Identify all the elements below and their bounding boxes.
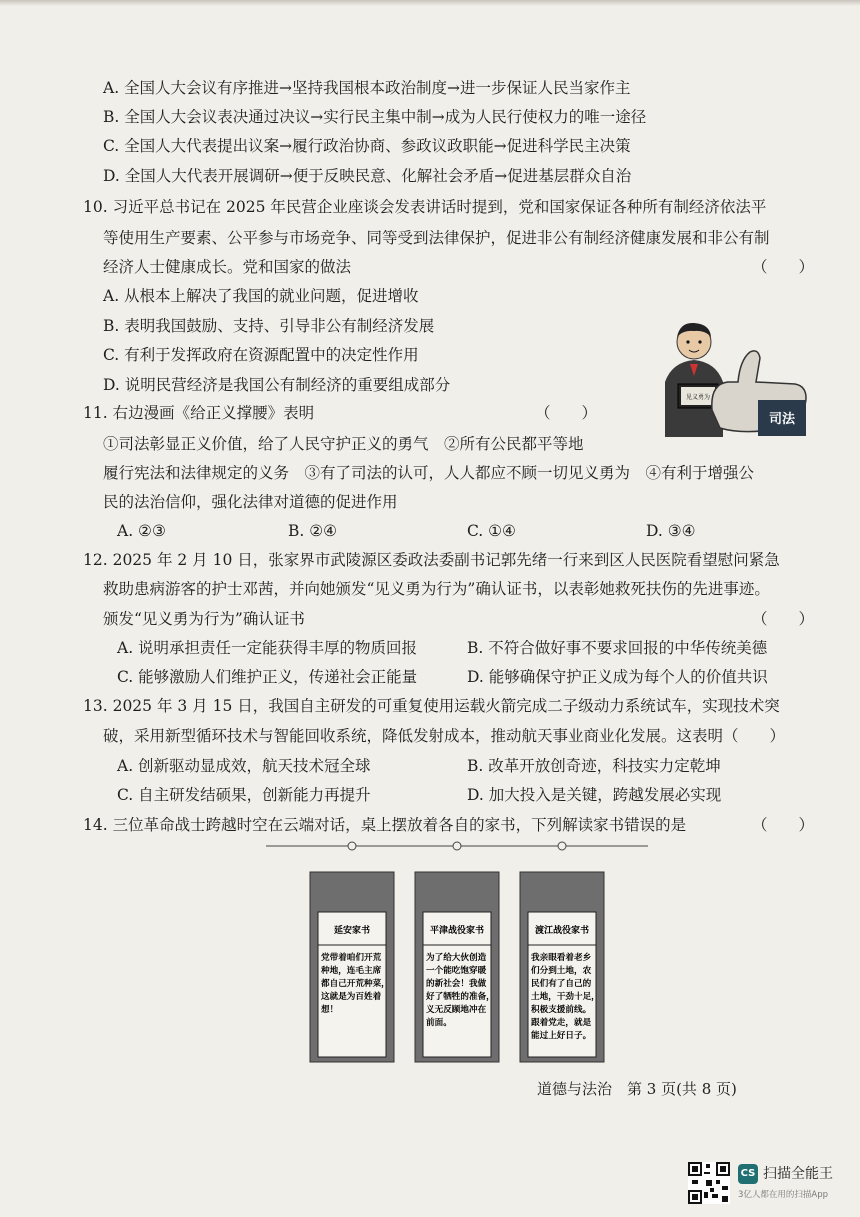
- text-line: 14. 三位革命战士跨越时空在云端对话，桌上摆放着各自的家书，下列解读家书错误的是: [83, 816, 687, 834]
- text-line: A. 从根本上解决了我国的就业问题，促进增收: [103, 287, 419, 305]
- answer-bracket: （ ）: [752, 816, 815, 834]
- text-line: 11. 右边漫画《给正义撑腰》表明: [83, 404, 315, 422]
- letter-body-line: 的新社会！我做: [426, 979, 487, 989]
- brand-tagline: 3亿人都在用的扫描App: [738, 1190, 829, 1200]
- text-line: D. 全国人大代表开展调研→便于反映民意、化解社会矛盾→促进基层群众自治: [103, 167, 632, 185]
- qr-code-icon: [688, 1162, 730, 1204]
- text-line: 颁发“见义勇为行为”确认证书: [103, 610, 305, 628]
- scanner-watermark: [688, 1162, 848, 1208]
- letter-body-line: 想！: [321, 1005, 339, 1015]
- letter-body-line: 义无反顾地冲在: [426, 1005, 487, 1015]
- letter-body-line: 能过上好日子。: [531, 1031, 592, 1041]
- letter-body-line: 跟着党走，就是: [531, 1018, 592, 1028]
- letter-body-line: 我亲眼看着老乡: [531, 953, 592, 963]
- text-line: A. 全国人大会议有序推进→坚持我国根本政治制度→进一步保证人民当家作主: [103, 79, 631, 97]
- family-letter: [310, 872, 394, 1062]
- text-line: D. ③④: [646, 522, 696, 540]
- scan-edge: [0, 0, 860, 6]
- text-line: 破，采用新型循环技术与智能回收系统，降低发射成本，推动航天事业商业化发展。这表明（ ）: [103, 727, 786, 745]
- text-line: A. 说明承担责任一定能获得丰厚的物质回报: [117, 639, 418, 657]
- text-line: 经济人士健康成长。党和国家的做法: [103, 258, 352, 276]
- judiciary-label: 司法: [768, 412, 796, 427]
- certificate-label: 见义勇为: [685, 394, 711, 401]
- family-letter: [520, 872, 604, 1062]
- answer-bracket: （ ）: [752, 258, 815, 276]
- text-line: 履行宪法和法律规定的义务 ③有了司法的认可，人人都应不顾一切见义勇为 ④有利于增强公: [103, 464, 755, 482]
- text-line: A. ②③: [117, 522, 166, 540]
- text-line: D. 加大投入是关键，跨越发展必实现: [467, 786, 722, 804]
- letter-title: 延安家书: [333, 926, 371, 936]
- text-line: 民的法治信仰，强化法律对道德的促进作用: [103, 493, 398, 511]
- justice-cartoon: [650, 312, 810, 446]
- text-line: B. ②④: [288, 522, 338, 540]
- text-line: 10. 习近平总书记在 2025 年民营企业座谈会发表讲话时提到，党和国家保证各种所有制经济依法平: [83, 198, 767, 216]
- letter-body-line: 们分到土地，农: [531, 966, 592, 976]
- letter-body-line: 种地，连毛主席: [321, 966, 382, 976]
- answer-bracket: （ ）: [535, 404, 598, 422]
- page-footer: 道德与法治 第 3 页(共 8 页): [537, 1080, 737, 1098]
- text-line: C. 有利于发挥政府在资源配置中的决定性作用: [103, 346, 419, 364]
- letter-body-line: 前面。: [426, 1018, 452, 1028]
- text-line: B. 改革开放创奇迹，科技实力定乾坤: [467, 757, 721, 775]
- text-line: ①司法彰显正义价值，给了人民守护正义的勇气 ②所有公民都平等地: [103, 435, 584, 453]
- family-letter: [415, 872, 499, 1062]
- letter-body-line: 为了给大伙创造: [426, 953, 487, 963]
- text-line: B. 不符合做好事不要求回报的中华传统美德: [467, 639, 768, 657]
- text-line: 等使用生产要素、公平参与市场竞争、同等受到法律保护，促进非公有制经济健康发展和非公有制: [103, 229, 770, 247]
- letter-body-line: 土地，干劲十足，: [531, 992, 600, 1002]
- letter-body-line: 这就是为百姓着: [321, 992, 382, 1002]
- text-line: B. 表明我国鼓励、支持、引导非公有制经济发展: [103, 317, 435, 335]
- letter-body-line: 党带着咱们开荒: [321, 953, 382, 963]
- brand-name: 扫描全能王: [763, 1166, 833, 1182]
- text-line: 12. 2025 年 2 月 10 日，张家界市武陵源区委政法委副书记郭先绪一行来到区人民医院看望慰问紧急: [83, 551, 780, 569]
- text-line: C. ①④: [467, 522, 516, 540]
- family-letters-figure: [262, 836, 652, 1076]
- letter-body-line: 一个能吃饱穿暖: [426, 966, 487, 976]
- text-line: C. 能够激励人们维护正义，传递社会正能量: [117, 668, 418, 686]
- text-line: D. 说明民营经济是我国公有制经济的重要组成部分: [103, 376, 451, 394]
- letter-title: 平津战役家书: [429, 926, 485, 936]
- text-line: 13. 2025 年 3 月 15 日，我国自主研发的可重复使用运载火箭完成二子级动力系统试车，实现技术突: [83, 697, 780, 715]
- text-line: A. 创新驱动显成效，航天技术冠全球: [117, 757, 371, 775]
- letter-body-line: 积极支援前线。: [531, 1005, 592, 1015]
- letter-body-line: 民们有了自己的: [531, 979, 592, 989]
- text-line: 救助患病游客的护士邓茜，并向她颁发“见义勇为行为”确认证书，以表彰她救死扶伤的先进事迹。: [103, 580, 770, 598]
- text-line: B. 全国人大会议表决通过决议→实行民主集中制→成为人民行使权力的唯一途径: [103, 108, 647, 126]
- text-line: C. 全国人大代表提出议案→履行政治协商、参政议政职能→促进科学民主决策: [103, 137, 631, 155]
- text-line: C. 自主研发结硕果，创新能力再提升: [117, 786, 371, 804]
- letter-title: 渡江战役家书: [534, 926, 590, 936]
- text-line: D. 能够确保守护正义成为每个人的价值共识: [467, 668, 768, 686]
- letter-body-line: 都自己开荒种菜，: [321, 979, 390, 989]
- brand-logo: CS: [738, 1164, 758, 1184]
- answer-bracket: （ ）: [752, 610, 815, 628]
- letter-body-line: 好了牺牲的准备，: [426, 992, 495, 1002]
